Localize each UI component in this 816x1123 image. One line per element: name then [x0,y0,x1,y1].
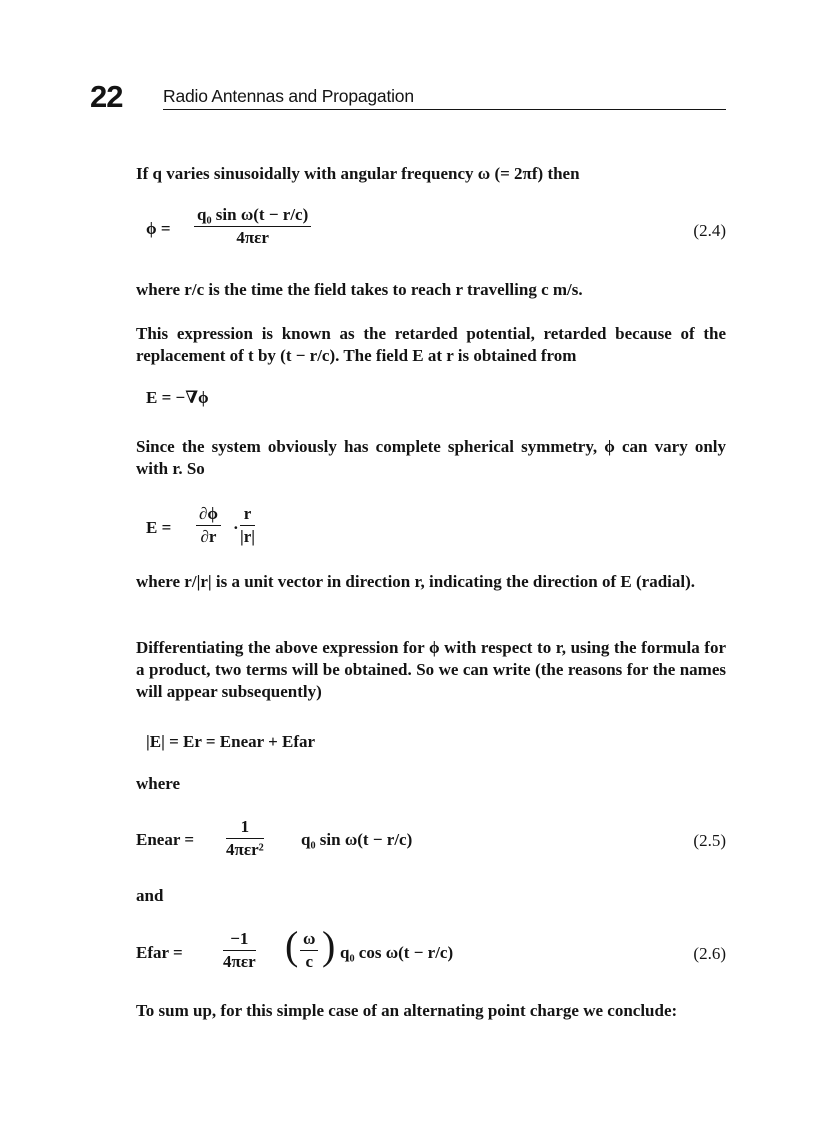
equation-2-4-numerator: q₀ sin ω(t − r/c) [194,205,311,227]
equation-2-5-rest: q₀ sin ω(t − r/c) [301,830,413,849]
equation-2-4-denominator: 4πεr [236,228,269,247]
running-title: Radio Antennas and Propagation [163,86,414,106]
running-header [90,80,726,114]
equation-number-2-5: (2.5) [693,831,726,850]
p3-text-a: This expression is known as the [136,324,395,343]
equation-2-5-fraction [226,817,264,859]
paragraph-retarded-potential [136,323,726,367]
equation-gradient: E = −∇ϕ [146,388,209,407]
equation-dphi-lhs: E = [146,518,172,537]
equation-dphi-fraction-1 [196,504,221,546]
equation-2-6-numerator: −1 [223,929,256,951]
equation-2-5-numerator: 1 [226,817,264,839]
word-and: and [136,886,164,905]
equation-2-6-fraction [223,929,256,971]
unit-vector-denominator: |r| [240,527,256,546]
term-retarded-potential: retarded potential [394,324,531,343]
equation-2-6-denominator: 4πεr [223,952,256,971]
equation-field-sum: |E| = Er = Enear + Efar [146,732,316,751]
equation-number-2-6: (2.6) [693,944,726,963]
right-parenthesis: ) [322,923,336,968]
dphi-denominator: ∂r [200,527,217,546]
c-denominator: c [305,952,313,971]
equation-2-4-lhs: ϕ = [146,219,171,238]
paragraph-conclusion: To sum up, for this simple case of an alternating point charge we conclude: [136,1001,678,1020]
equation-2-5-lhs: Enear = [136,830,195,849]
paragraph-differentiating: Differentiating the above expression for ϕ with respect to r, using the formula for a product, two terms will be obtained. So we can write (the reasons for the names will appear subsequently) [136,638,726,701]
equation-2-6-lhs: Efar = [136,943,183,962]
omega-numerator: ω [300,929,318,951]
equation-2-5-denominator: 4πεr² [226,840,264,859]
dot-operator: · [233,518,239,537]
paragraph-unit-vector: where r/|r| is a unit vector in direction r, indicating the direction of E (radial). [136,572,696,591]
dphi-numerator: ∂ϕ [196,504,221,526]
word-where: where [136,774,181,793]
equation-2-6-rest: q₀ cos ω(t − r/c) [340,943,454,962]
equation-number-2-4: (2.4) [693,221,726,240]
p3-text-b: , retarded because of the replacement of t by (t − r/c). The field E at r is obtained from [136,324,726,365]
unit-vector-numerator: r [240,504,255,526]
paragraph-spherical-symmetry: Since the system obviously has complete spherical symmetry, ϕ can vary only with r. So [136,437,726,478]
equation-2-6-omega-over-c [300,929,318,971]
paragraph-intro: If q varies sinusoidally with angular frequency ω (= 2πf) then [136,164,580,183]
left-parenthesis: ( [285,923,299,968]
header-rule [163,109,726,110]
equation-dphi-fraction-2 [240,504,255,546]
paragraph-where-rc: where r/c is the time the field takes to reach r travelling c m/s. [136,280,583,299]
equation-2-4-fraction [194,205,311,247]
page-number: 22 [90,79,123,114]
